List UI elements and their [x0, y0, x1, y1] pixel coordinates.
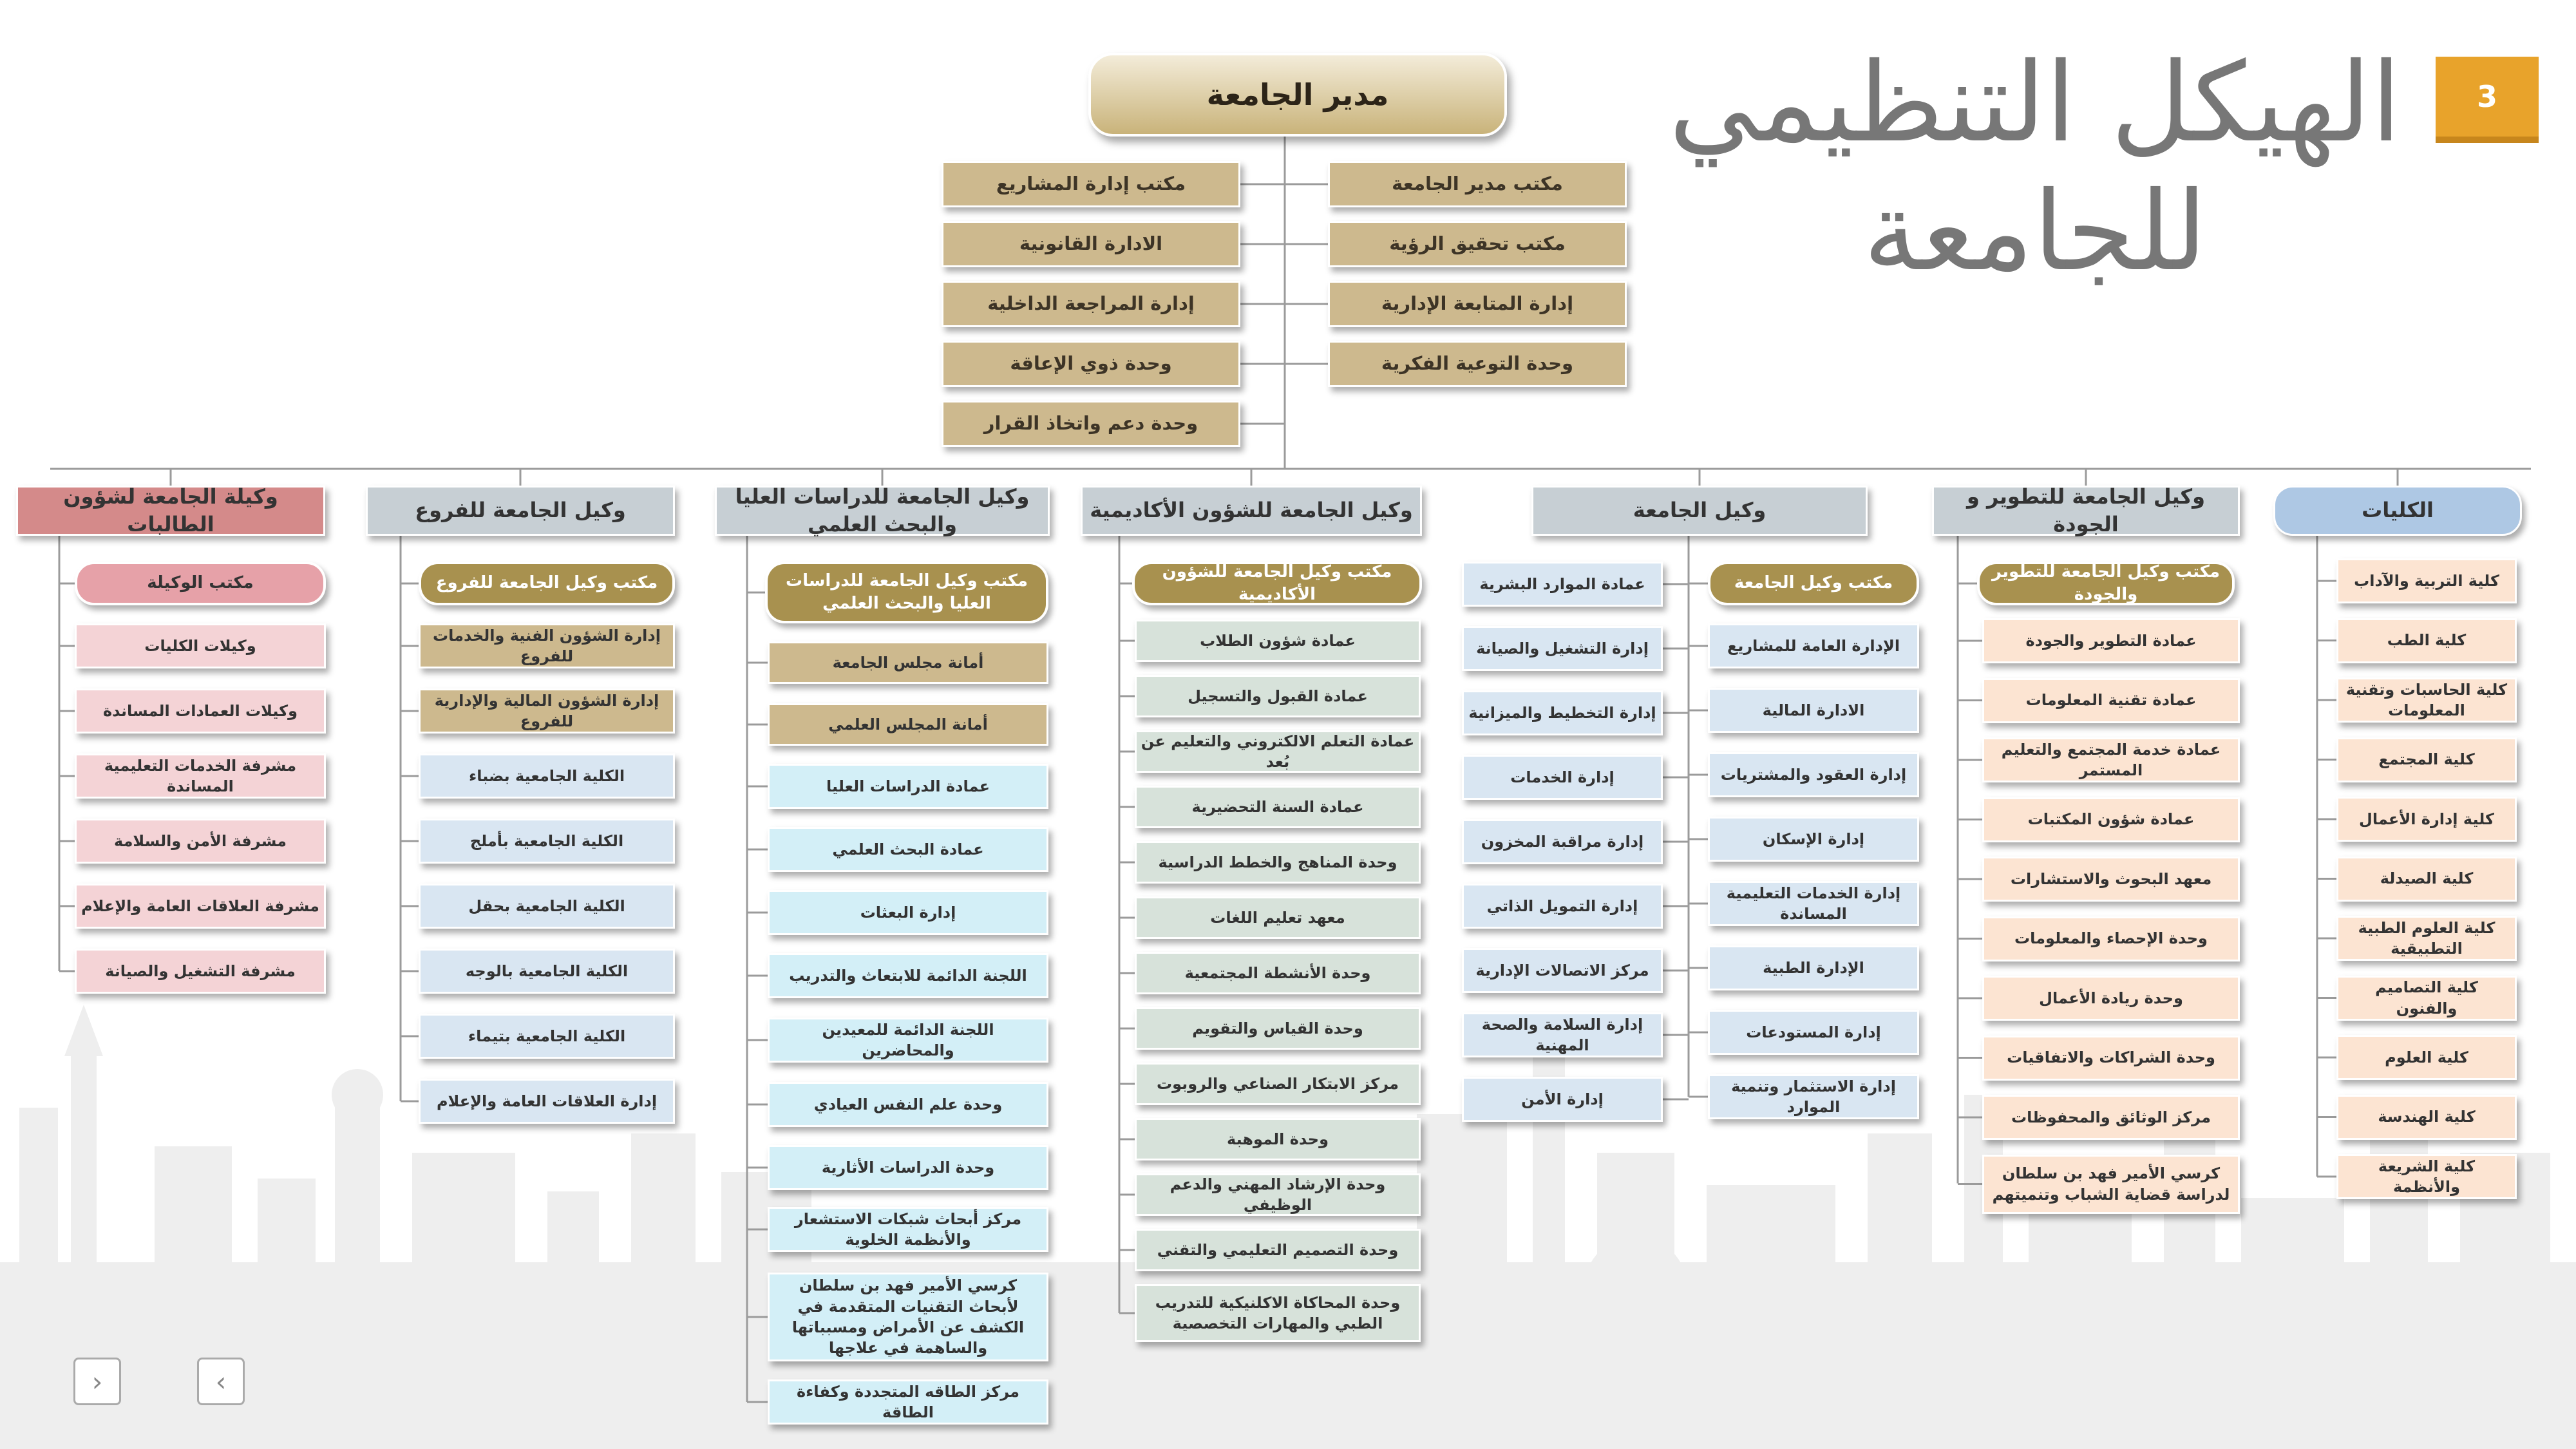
- academic-item[interactable]: عمادة شؤون الطلاب: [1135, 620, 1421, 662]
- vice-inner-item[interactable]: إدارة الإسكان: [1708, 817, 1919, 862]
- academic-item[interactable]: مركز الابتكار الصناعي والروبوت: [1135, 1063, 1421, 1105]
- development-item[interactable]: عمادة خدمة المجتمع والتعليم المستمر: [1982, 737, 2240, 782]
- research-item[interactable]: اللجنة الدائمة للابتعاث والتدريب: [768, 953, 1048, 998]
- research-item[interactable]: أمانة مجلس الجامعة: [768, 641, 1048, 684]
- development-item[interactable]: كرسي الأمير فهد بن سلطان لدراسة قضاية الشباب وتنميتهم: [1982, 1155, 2240, 1214]
- branch-header-academic[interactable]: وكيل الجامعة للشؤون الأكاديمية: [1081, 486, 1422, 536]
- academic-item[interactable]: عمادة القبول والتسجيل: [1135, 675, 1421, 717]
- academic-item[interactable]: معهد تعليم اللغات: [1135, 896, 1421, 939]
- vice-office-pill[interactable]: مكتب وكيل الجامعة: [1708, 562, 1919, 605]
- development-item[interactable]: وحدة ريادة الأعمال: [1982, 976, 2240, 1021]
- college-item[interactable]: كلية العلوم الطبية التطبيقية: [2336, 916, 2517, 961]
- vice-outer-item[interactable]: إدارة السلامة والصحة المهنية: [1462, 1012, 1663, 1057]
- development-item[interactable]: وحدة الشراكات والاتفاقيات: [1982, 1036, 2240, 1081]
- vice-outer-item[interactable]: إدارة الأمن: [1462, 1077, 1663, 1122]
- root-university-director[interactable]: مدير الجامعة: [1088, 53, 1507, 137]
- vice-inner-item[interactable]: الإدارة العامة للمشاريع: [1708, 623, 1919, 668]
- research-item[interactable]: عمادة الدراسات العليا: [768, 764, 1048, 809]
- research-item[interactable]: عمادة البحث العلمي: [768, 827, 1048, 872]
- vice-outer-item[interactable]: إدارة الخدمات: [1462, 755, 1663, 800]
- chevron-left-icon: ‹: [91, 1365, 103, 1397]
- office-director-left-1[interactable]: الادارة القانونية: [942, 221, 1240, 267]
- office-director-left-3[interactable]: وحدة ذوي الإعاقة: [942, 341, 1240, 387]
- branch-header-female[interactable]: وكيلة الجامعة لشؤون الطالبات: [16, 486, 325, 536]
- branches-office-pill[interactable]: مكتب وكيل الجامعة للفروع: [419, 562, 675, 605]
- branches-item[interactable]: إدارة العلاقات العامة والإعلام: [419, 1079, 675, 1124]
- slide-number-badge: 3: [2436, 57, 2539, 143]
- branch-header-vice[interactable]: وكيل الجامعة: [1531, 486, 1868, 536]
- academic-item[interactable]: وحدة الموهبة: [1135, 1118, 1421, 1160]
- vice-inner-item[interactable]: الإدارة الطبية: [1708, 945, 1919, 990]
- vice-inner-item[interactable]: إدارة المستودعات: [1708, 1010, 1919, 1055]
- prev-slide-button[interactable]: [73, 1358, 121, 1405]
- college-item[interactable]: كلية الشريعة والأنظمة: [2336, 1154, 2517, 1199]
- vice-inner-item[interactable]: إدارة الاستثمار وتنمية الموارد: [1708, 1074, 1919, 1119]
- college-item[interactable]: كلية إدارة الأعمال: [2336, 797, 2517, 842]
- academic-item[interactable]: عمادة التعلم الالكتروني والتعليم عن بُعد: [1135, 730, 1421, 773]
- branches-item[interactable]: الكلية الجامعية بالوجه: [419, 949, 675, 994]
- branches-item[interactable]: الكلية الجامعية بتيماء: [419, 1014, 675, 1059]
- branch-header-colleges[interactable]: الكليات: [2273, 486, 2522, 536]
- office-director-left-2[interactable]: إدارة المراجعة الداخلية: [942, 281, 1240, 327]
- research-item[interactable]: مركز الطاقه المتجددة وكفاءة الطاقة: [768, 1379, 1048, 1425]
- research-item[interactable]: كرسي الأمير فهد بن سلطان لأبحاث التقنيات المتقدمة في الكشف عن الأمراض ومسبباتها والساهمة في علاجها: [768, 1273, 1048, 1361]
- branch-header-research[interactable]: وكيل الجامعة للدراسات العليا والبحث العلمي: [715, 486, 1050, 536]
- vice-outer-item[interactable]: إدارة التمويل الذاتي: [1462, 884, 1663, 929]
- academic-item[interactable]: وحدة الإرشاد المهني والدعم الوظيفي: [1135, 1173, 1421, 1216]
- research-item[interactable]: مركز أبحاث شبكات الاستشعار والأنظمة الخلوية: [768, 1207, 1048, 1252]
- development-office-pill[interactable]: مكتب وكيل الجامعة للتطوير والجودة: [1977, 562, 2235, 605]
- college-item[interactable]: كلية العلوم: [2336, 1035, 2517, 1080]
- branch-header-development[interactable]: وكيل الجامعة للتطوير و الجودة: [1932, 486, 2240, 536]
- female-item[interactable]: مشرفة العلاقات العامة والإعلام: [75, 884, 326, 929]
- vice-outer-item[interactable]: إدارة مراقبة المخزون: [1462, 819, 1663, 864]
- vice-outer-item[interactable]: عمادة الموارد البشرية: [1462, 562, 1663, 607]
- female-item[interactable]: مشرفة التشغيل والصيانة: [75, 949, 326, 994]
- development-item[interactable]: معهد البحوث والاستشارات: [1982, 857, 2240, 902]
- college-item[interactable]: كلية الهندسة: [2336, 1095, 2517, 1140]
- office-director-0[interactable]: مكتب مدير الجامعة: [1328, 161, 1627, 207]
- academic-item[interactable]: وحدة القياس والتقويم: [1135, 1007, 1421, 1050]
- branches-item[interactable]: إدارة الشؤون المالية والإدارية للفروع: [419, 688, 675, 734]
- office-director-3[interactable]: وحدة التوعية الفكرية: [1328, 341, 1627, 387]
- academic-office-pill[interactable]: مكتب وكيل الجامعة للشؤون الأكاديمية: [1132, 562, 1422, 605]
- branches-item[interactable]: الكلية الجامعية بأملج: [419, 819, 675, 864]
- office-director-2[interactable]: إدارة المتابعة الإدارية: [1328, 281, 1627, 327]
- college-item[interactable]: كلية المجتمع: [2336, 737, 2517, 782]
- chevron-right-icon: ›: [215, 1365, 227, 1397]
- branches-item[interactable]: الكلية الجامعية بضباء: [419, 753, 675, 799]
- page-title-line2: للجامعة: [1863, 168, 2207, 296]
- academic-item[interactable]: وحدة المحاكاة الاكلنيكية للتدريب الطبي والمهارات التخصصية: [1135, 1284, 1421, 1342]
- college-item[interactable]: كلية التصاميم والفنون: [2336, 976, 2517, 1021]
- next-slide-button[interactable]: [197, 1358, 245, 1405]
- office-director-left-0[interactable]: مكتب إدارة المشاريع: [942, 161, 1240, 207]
- academic-item[interactable]: وحدة الأنشطة المجتمعية: [1135, 952, 1421, 994]
- academic-item[interactable]: عمادة السنة التحضيرية: [1135, 786, 1421, 828]
- college-item[interactable]: كلية الصيدلة: [2336, 857, 2517, 902]
- academic-item[interactable]: وحدة التصميم التعليمي والتقني: [1135, 1229, 1421, 1271]
- development-item[interactable]: عمادة شؤون المكتبات: [1982, 797, 2240, 842]
- vice-inner-item[interactable]: إدارة الخدمات التعليمية المساندة: [1708, 881, 1919, 926]
- research-item[interactable]: وحدة الدراسات الأثارية: [768, 1145, 1048, 1190]
- vice-inner-item[interactable]: إدارة العقود والمشتريات: [1708, 752, 1919, 797]
- research-item[interactable]: اللجنة الدائمة للمعيدين والمحاضرين: [768, 1018, 1048, 1063]
- research-item[interactable]: أمانة المجلس العلمي: [768, 703, 1048, 746]
- college-item[interactable]: كلية الحاسبات وتقنية المعلومات: [2336, 677, 2517, 723]
- female-item[interactable]: وكيلات الكليات: [75, 623, 326, 668]
- female-item[interactable]: وكيلات العمادات المساندة: [75, 688, 326, 734]
- development-item[interactable]: عمادة التطوير والجودة: [1982, 618, 2240, 663]
- vice-outer-item[interactable]: مركز الاتصالات الإدارية: [1462, 948, 1663, 993]
- research-item[interactable]: وحدة علم النفس العيادي: [768, 1082, 1048, 1127]
- office-director-left-4[interactable]: وحدة دعم واتخاذ القرار: [942, 401, 1240, 447]
- academic-item[interactable]: وحدة المناهج والخطط الدراسية: [1135, 841, 1421, 884]
- branches-item[interactable]: الكلية الجامعية بحقل: [419, 884, 675, 929]
- vice-inner-item[interactable]: الادارة المالية: [1708, 688, 1919, 733]
- female-office-pill[interactable]: مكتب الوكيلة: [75, 562, 326, 605]
- female-item[interactable]: مشرفة الأمن والسلامة: [75, 819, 326, 864]
- vice-outer-item[interactable]: إدارة التشغيل والصيانة: [1462, 626, 1663, 671]
- research-item[interactable]: إدارة البعثات: [768, 890, 1048, 935]
- college-item[interactable]: كلية الطب: [2336, 618, 2517, 663]
- college-item[interactable]: كلية التربية والآداب: [2336, 558, 2517, 603]
- vice-outer-item[interactable]: إدارة التخطيط والميزانية: [1462, 690, 1663, 735]
- female-item[interactable]: مشرفة الخدمات التعليمية المساندة: [75, 753, 326, 799]
- page-title-line1: الهيكل التنظيمي: [1669, 39, 2401, 167]
- office-director-1[interactable]: مكتب تحقيق الرؤية: [1328, 221, 1627, 267]
- research-office-pill[interactable]: مكتب وكيل الجامعة للدراسات العليا والبحث العلمي: [765, 562, 1048, 623]
- development-item[interactable]: مركز الوثائق والمحفوظات: [1982, 1095, 2240, 1140]
- branch-header-branches[interactable]: وكيل الجامعة للفروع: [366, 486, 675, 536]
- development-item[interactable]: عمادة تقنية المعلومات: [1982, 678, 2240, 723]
- branches-item[interactable]: إدارة الشؤون الفنية والخدمات للفروع: [419, 623, 675, 668]
- development-item[interactable]: وحدة الإحصاء والمعلومات: [1982, 916, 2240, 961]
